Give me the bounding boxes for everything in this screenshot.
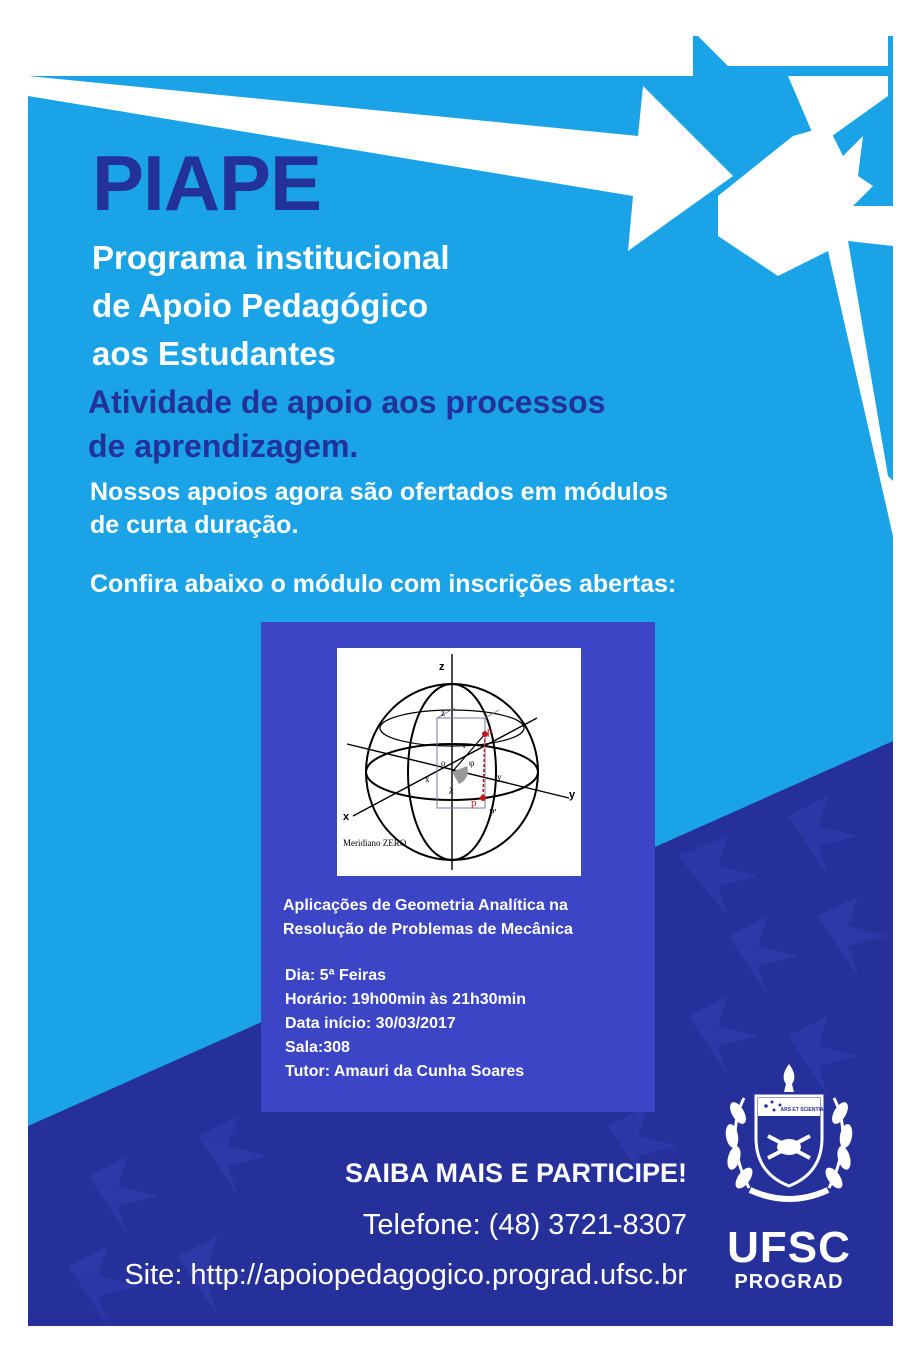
module-room: Sala:308: [285, 1039, 350, 1056]
label-y-small: y: [497, 772, 502, 782]
program-acronym: PIAPE: [92, 139, 322, 227]
activity-headline: [88, 380, 605, 468]
ufsc-coat-of-arms-icon: [714, 1058, 864, 1218]
label-z-small: z: [441, 708, 445, 718]
label-x-axis: x: [343, 811, 350, 823]
label-r: r: [463, 740, 466, 750]
label-meridian: Meridiano ZERO: [343, 838, 407, 848]
label-x-small: x: [425, 774, 430, 784]
offer-line-1: Nossos apoios agora são ofertados em módulos: [90, 478, 668, 506]
module-card: [261, 622, 655, 1112]
shield-center: [777, 1139, 801, 1155]
label-lambda: λ: [449, 786, 454, 796]
program-name: [92, 234, 450, 378]
label-origin: o: [441, 758, 446, 768]
logo-unit: PROGRAD: [734, 1271, 844, 1293]
logo-ribbon: [750, 1190, 828, 1199]
sphere-diagram: [337, 648, 581, 876]
point-p-prime: [480, 795, 486, 801]
label-p-prime: P': [489, 808, 497, 819]
phone-text: Telefone: (48) 3721-8307: [362, 1209, 687, 1241]
emblem-motto: ARS ET SCIENTIA: [780, 1107, 824, 1113]
sphere-figure: [337, 648, 581, 876]
program-name-line-3: aos Estudantes: [92, 335, 336, 372]
module-title: [283, 894, 573, 942]
label-y-axis: y: [569, 789, 576, 801]
offer-line-2: de curta duração.: [90, 511, 299, 539]
activity-line-2: de aprendizagem.: [88, 428, 359, 464]
label-p-lower: p: [471, 797, 477, 809]
program-name-line-1: Programa institucional: [92, 239, 450, 276]
module-title-line-2: Resolução de Problemas de Mecânica: [283, 921, 573, 938]
program-name-line-2: de Apoio Pedagógico: [92, 287, 429, 324]
torch-flame: [784, 1064, 795, 1092]
offer-text: [90, 476, 668, 542]
module-title-line-1: Aplicações de Geometria Analítica na: [283, 897, 568, 914]
site-link[interactable]: Site: http://apoiopedagogico.prograd.ufsc.br: [124, 1259, 687, 1291]
label-p-upper: p: [487, 725, 493, 737]
module-day: Dia: 5ª Feiras: [285, 967, 387, 984]
logo-name: UFSC: [727, 1223, 851, 1272]
ufsc-logo: [714, 1058, 864, 1293]
module-time: Horário: 19h00min às 21h30min: [285, 991, 526, 1008]
module-start-date: Data início: 30/03/2017: [285, 1015, 456, 1032]
module-tutor: Tutor: Amauri da Cunha Soares: [285, 1063, 525, 1080]
top-white-band: [28, 36, 693, 76]
call-to-action-text: Confira abaixo o módulo com inscrições abertas:: [90, 570, 677, 598]
label-phi: φ: [469, 758, 475, 768]
top-right-band: [698, 36, 888, 66]
label-z-axis: z: [439, 661, 445, 673]
cta-heading: SAIBA MAIS E PARTICIPE!: [344, 1158, 687, 1188]
poster: [28, 36, 893, 1326]
module-details: [285, 964, 526, 1084]
activity-line-1: Atividade de apoio aos processos: [88, 384, 606, 420]
